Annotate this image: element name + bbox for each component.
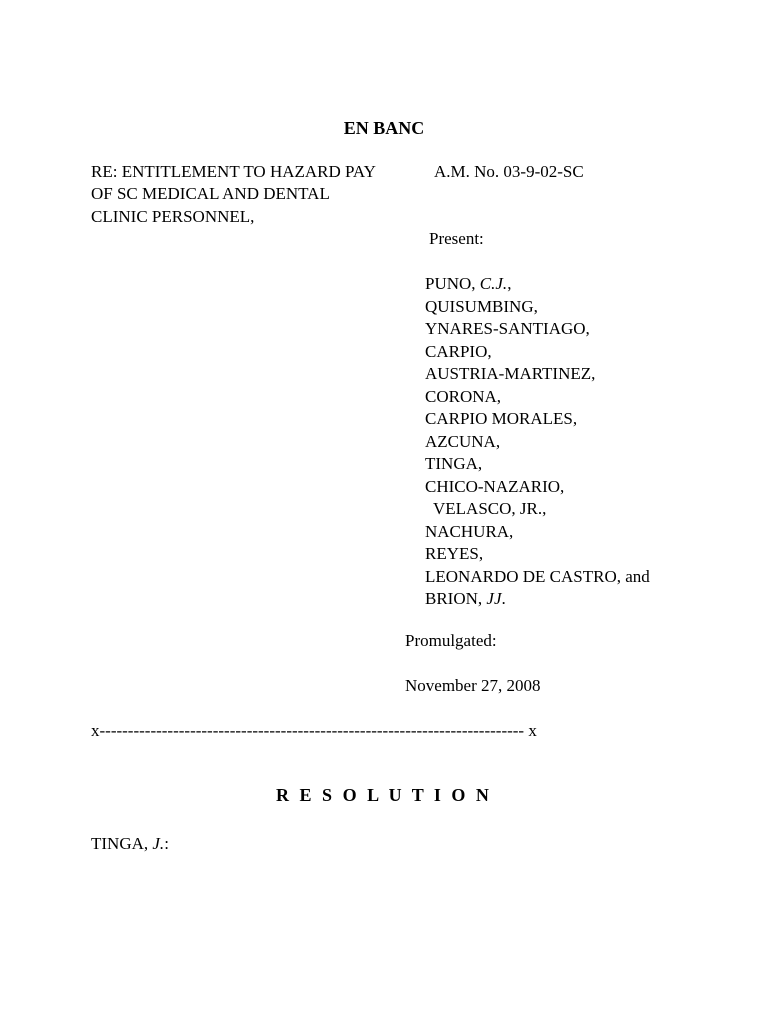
justice-name: BRION, [425,589,487,608]
division-heading: EN BANC [343,118,425,138]
promulgated-date: November 27, 2008 [405,676,541,695]
justice-item [425,318,650,341]
justice-name: NACHURA, [425,521,514,541]
ponente-name: TINGA, [91,834,153,853]
present-label: Present: [429,229,484,248]
ponente-title: J. [152,834,165,853]
justice-item [425,363,650,386]
justice-item [425,521,650,544]
justice-name: VELASCO, JR., [433,499,547,518]
justice-suffix: , [507,274,512,293]
justice-name: REYES, [425,544,484,563]
justice-name: PUNO, [425,274,480,293]
caption-line-1: RE: ENTITLEMENT TO HAZARD PAY [91,162,376,181]
resolution-title: R E S O L U T I O N [276,785,492,805]
justices-list [425,273,650,611]
justice-item [425,566,650,589]
justice-item [425,588,650,611]
caption-line-2: OF SC MEDICAL AND DENTAL [91,184,330,203]
justice-item [425,408,650,431]
justice-name: CARPIO MORALES, [425,409,578,428]
justice-title: C.J. [479,274,508,293]
justice-item [425,273,650,296]
separator-line: x--------------------------------------------------------------------------- x [91,721,537,740]
justice-item [425,453,650,476]
justice-name: CHICO-NAZARIO, [425,476,565,496]
justice-item [425,386,650,409]
ponente-line [91,833,169,856]
justice-item [425,341,650,364]
justice-item [425,296,650,319]
justice-name: TINGA, [425,454,483,473]
justice-name: CORONA, [425,386,502,406]
justice-name: LEONARDO DE CASTRO, and [425,566,650,586]
ponente-suffix: : [164,834,169,853]
justice-item [425,476,650,499]
justice-name: AUSTRIA-MARTINEZ, [425,364,596,383]
justice-suffix: . [501,589,506,608]
justice-item [425,543,650,566]
justice-name: QUISUMBING, [425,296,538,316]
justice-name: CARPIO, [425,341,492,361]
case-number: A.M. No. 03-9-02-SC [434,162,584,181]
caption-line-3: CLINIC PERSONNEL, [91,207,255,226]
justice-name: YNARES-SANTIAGO, [425,319,590,338]
justice-item [425,498,650,521]
justice-title: JJ [486,589,502,608]
promulgated-label: Promulgated: [405,631,497,650]
justice-item [425,431,650,454]
justice-name: AZCUNA, [425,431,501,451]
